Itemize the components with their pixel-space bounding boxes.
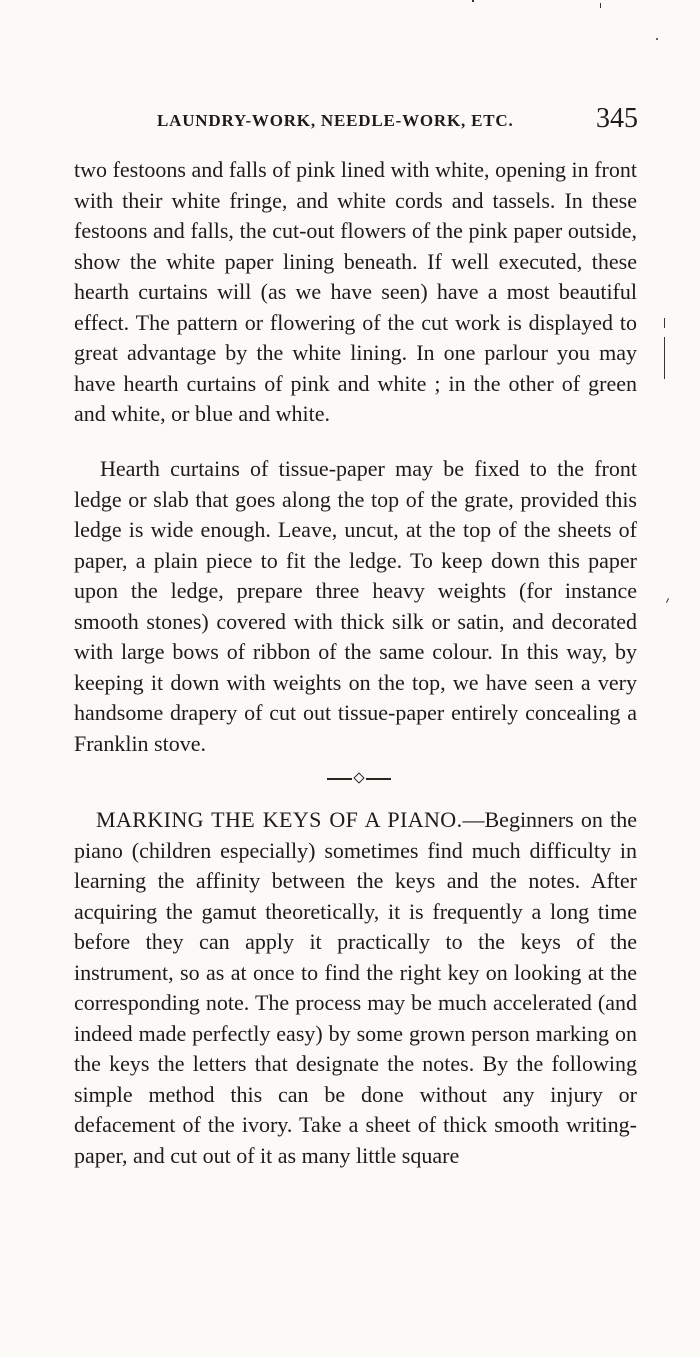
margin-mark bbox=[666, 598, 669, 603]
section-body: —Beginners on the piano (children especially) sometimes find much difficulty in learning the affinity between the keys and the notes. After acquiring the gamut theoretically, it is frequently a long time before they can apply it practically to the keys of the instrument, so as at once to find the right key on looking at the corresponding note. The process may be much accelerated (and indeed made perfectly easy) by some grown person marking on the keys the letters that designate the notes. By the following simple method this can be done without any injury or defacement of the ivory. Take a sheet of thick smooth writing-paper, and cut out of it as many little square bbox=[74, 807, 637, 1168]
diamond-icon bbox=[353, 772, 364, 783]
paragraph-marking-piano-keys bbox=[74, 805, 637, 1171]
margin-mark bbox=[600, 3, 601, 8]
margin-mark bbox=[664, 337, 665, 379]
page-header bbox=[157, 105, 638, 139]
section-title: MARKING THE KEYS OF A PIANO. bbox=[96, 807, 463, 832]
margin-mark bbox=[664, 318, 665, 328]
running-head: LAUNDRY-WORK, NEEDLE-WORK, ETC. bbox=[157, 111, 514, 130]
paragraph-hearth-curtains-colors: two festoons and falls of pink lined with white, opening in front with their white fringe, and white cords and tassels. In these festoons and falls, the cut-out flowers of the pink paper outside, show the white paper lining beneath. If well executed, these hearth curtains will (as we have seen) have a most beautiful effect. The pattern or flowering of the cut work is displayed to great advantage by the white lining. In one parlour you may have hearth curtains of pink and white ; in the other of green and white, or blue and white. bbox=[74, 157, 637, 426]
divider-rule-right bbox=[366, 778, 391, 780]
page-number: 345 bbox=[596, 103, 638, 134]
margin-mark bbox=[656, 38, 658, 40]
paragraph-hearth-curtains-fixing: Hearth curtains of tissue-paper may be fixed to the front ledge or slab that goes along the top of the grate, provided this ledge is wide enough. Leave, uncut, at the top of the sheets of paper, a plain piece to fit the ledge. To keep down this paper upon the ledge, prepare three heavy weights (for instance smooth stones) covered with thick silk or satin, and decorated with large bows of ribbon of the same colour. In this way, by keeping it down with weights on the top, we have seen a very handsome drapery of cut out tissue-paper entirely concealing a Franklin stove. bbox=[74, 456, 637, 756]
margin-mark bbox=[472, 0, 474, 2]
section-divider-ornament bbox=[327, 773, 391, 785]
divider-rule-left bbox=[327, 778, 352, 780]
